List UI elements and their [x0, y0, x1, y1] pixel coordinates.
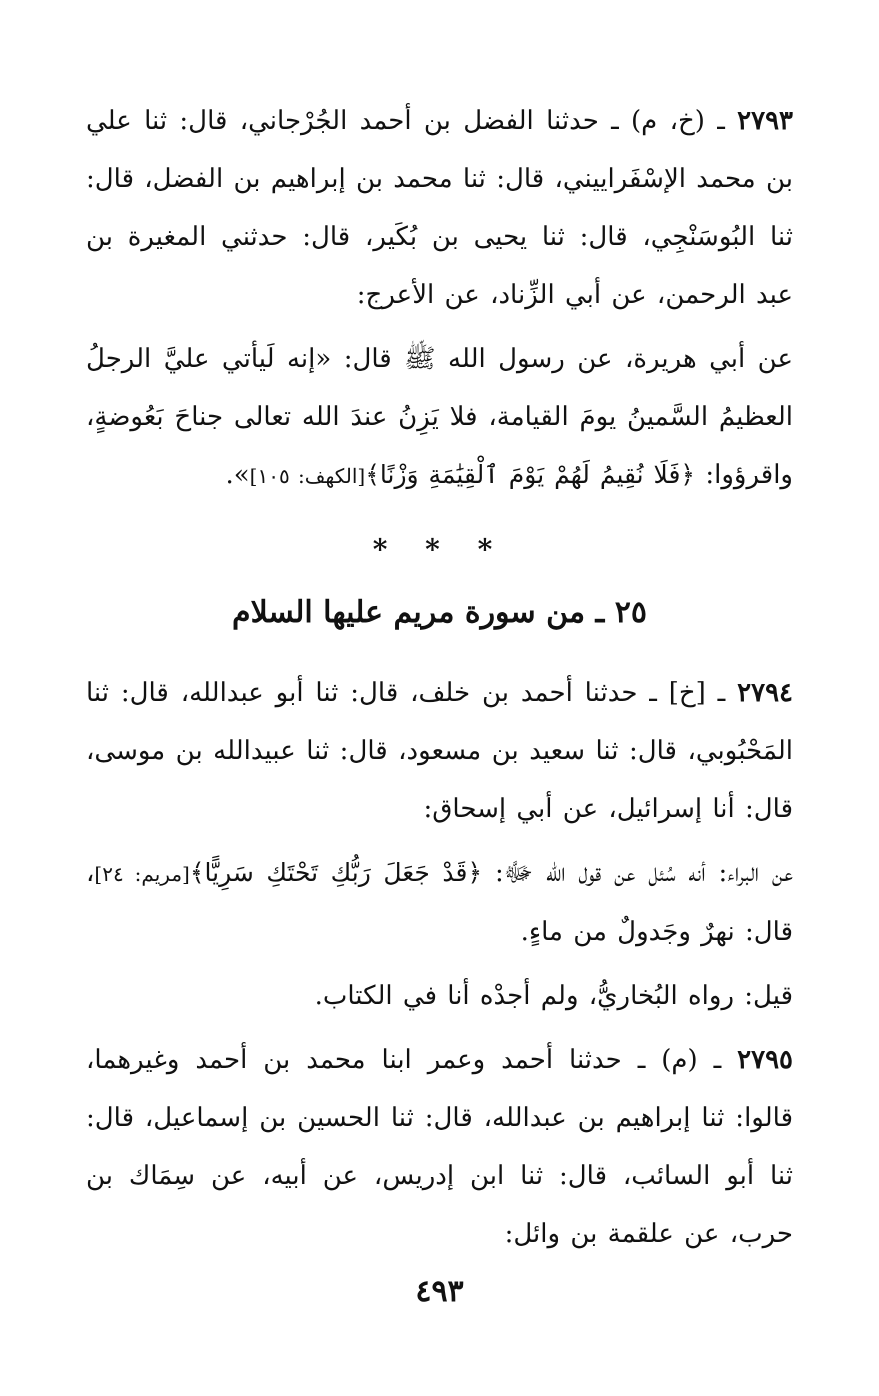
hadith-2794-isnad — [86, 664, 793, 838]
quran-verse: ﴿فَلَا نُقِيمُ لَهُمْ يَوْمَ ٱلْقِيَٰمَةِ وَزْنًا﴾ — [365, 460, 696, 489]
isnad-text: ـ [خ] ـ حدثنا أحمد بن خلف، قال: ثنا أبو عبدالله، قال: ثنا المَحْبُوبي، قال: ثنا سعيد بن مسعود، قال: ثنا عبيدالله بن موسى، قال: أنا إسرائيل، عن أبي إسحاق: — [86, 678, 793, 824]
matn-end: ، قال: نهرٌ وجَدولٌ من ماءٍ. — [86, 858, 793, 947]
hadith-number: ٢٧٩٥ — [737, 1045, 794, 1075]
hadith-2794-matn — [86, 844, 793, 961]
isnad-text: ـ (خ، م) ـ حدثنا الفضل بن أحمد الجُرْجاني، قال: ثنا علي بن محمد الإسْفَراييني، قال: ثنا محمد بن إبراهيم بن الفضل، قال: ثنا البُوسَنْجِي، قال: ثنا يحيى بن بُكَير، قال: حدثني المغيرة بن عبد الرحمن، عن أبي الزِّناد، عن الأعرج: — [86, 106, 793, 310]
hadith-2793-isnad — [86, 92, 793, 324]
matn-end: ». — [225, 460, 250, 490]
hadith-number: ٢٧٩٣ — [737, 106, 793, 136]
quran-verse: ﴿قَدْ جَعَلَ رَبُّكِ تَحْتَكِ سَرِيًّا﴾ — [189, 858, 483, 887]
section-separator: * * * — [372, 533, 507, 566]
matn-text: عن البراء: أنه سُئل عن قول الله ﷻ: — [495, 858, 794, 888]
isnad-text: ـ (م) ـ حدثنا أحمد وعمر ابنا محمد بن أحمد وغيرهما، قالوا: ثنا إبراهيم بن عبدالله، قال: ثنا الحسين بن إسماعيل، قال: ثنا أبو السائب، قال: ثنا ابن إدريس، عن أبيه، عن سِمَاك بن حرب، عن علقمة بن وائل: — [86, 1045, 793, 1249]
hadith-2794-note: قيل: رواه البُخاريُّ، ولم أجدْه أنا في الكتاب. — [314, 981, 793, 1011]
hadith-2795-isnad — [86, 1031, 793, 1263]
page-number: ٤٩٣ — [415, 1274, 464, 1309]
verse-reference: [مريم: ٢٤] — [94, 862, 190, 886]
hadith-number: ٢٧٩٤ — [737, 678, 793, 708]
surah-heading: ٢٥ ـ من سورة مريم عليها السلام — [232, 595, 647, 630]
hadith-2793-matn — [86, 330, 793, 505]
matn-text: عن أبي هريرة، عن رسول الله ﷺ قال: «إنه لَيأتي عليَّ الرجلُ العظيمُ السَّمينُ يومَ القيامة، فلا يَزِنُ عندَ الله تعالى جناحَ بَعُوضةٍ، واقرؤوا: — [86, 344, 793, 490]
verse-reference: [الكهف: ١٠٥] — [249, 464, 366, 488]
